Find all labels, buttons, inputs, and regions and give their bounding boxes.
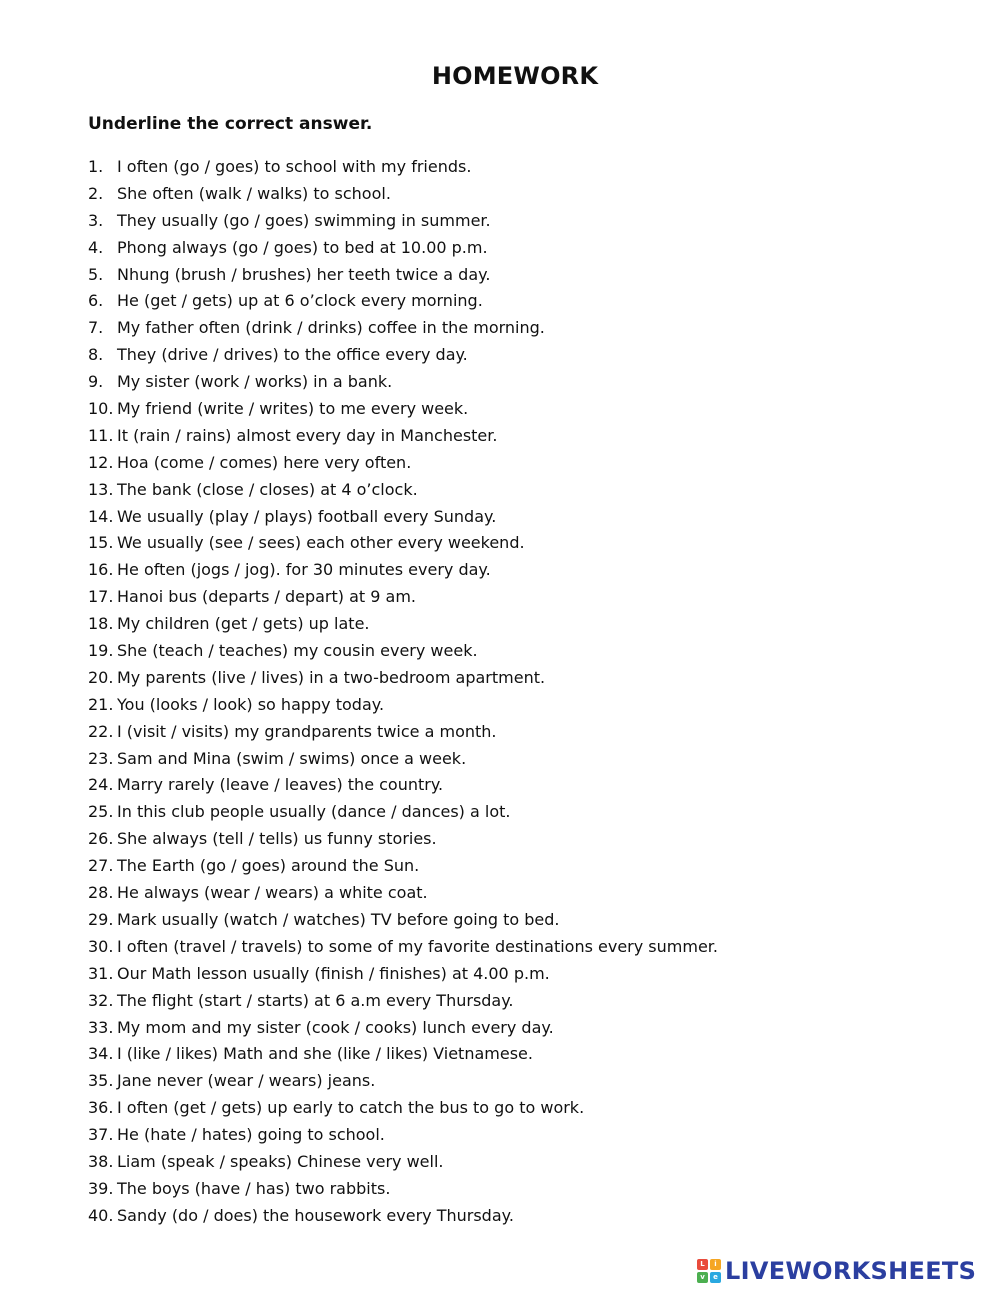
logo-block: i	[710, 1259, 721, 1270]
question-number: 5.	[88, 264, 104, 284]
logo-text: LIVEWORKSHEETS	[725, 1257, 977, 1285]
question-text[interactable]: Our Math lesson usually (finish / finishes) at 4.00 p.m.	[117, 963, 550, 983]
page-title: HOMEWORK	[431, 62, 599, 90]
question-item[interactable]	[88, 530, 718, 557]
question-item[interactable]	[88, 907, 718, 934]
question-text[interactable]: Mark usually (watch / watches) TV before going to bed.	[117, 909, 560, 929]
liveworksheets-logo[interactable]	[697, 1256, 976, 1286]
question-number: 18.	[88, 614, 114, 634]
question-number: 31.	[88, 963, 114, 983]
question-item[interactable]	[88, 450, 718, 477]
question-item[interactable]	[88, 772, 718, 799]
question-item[interactable]	[88, 1203, 718, 1230]
question-text[interactable]: Sam and Mina (swim / swims) once a week.	[117, 748, 467, 768]
question-item[interactable]	[88, 342, 718, 369]
question-number: 11.	[88, 425, 114, 445]
question-item[interactable]	[88, 1068, 718, 1095]
question-text[interactable]: My children (get / gets) up late.	[117, 614, 370, 634]
question-item[interactable]	[88, 181, 718, 208]
question-item[interactable]	[88, 1149, 718, 1176]
question-item[interactable]	[88, 423, 718, 450]
question-text[interactable]: She (teach / teaches) my cousin every week.	[117, 641, 478, 661]
question-number: 1.	[88, 157, 104, 176]
question-text[interactable]: Sandy (do / does) the housework every Thursday.	[117, 1205, 514, 1225]
question-text[interactable]: In this club people usually (dance / dances) a lot.	[117, 802, 511, 822]
question-list	[88, 154, 718, 1230]
question-number: 25.	[88, 802, 114, 822]
question-item[interactable]	[88, 369, 718, 396]
question-text[interactable]: My sister (work / works) in a bank.	[117, 372, 393, 392]
question-text[interactable]: Hoa (come / comes) here very often.	[117, 452, 412, 472]
question-text[interactable]: We usually (play / plays) football every Sunday.	[117, 506, 497, 526]
question-text[interactable]: The boys (have / has) two rabbits.	[117, 1178, 391, 1198]
question-item[interactable]	[88, 154, 718, 181]
question-text[interactable]: Nhung (brush / brushes) her teeth twice a day.	[117, 264, 491, 284]
question-item[interactable]	[88, 477, 718, 504]
question-item[interactable]	[88, 611, 718, 638]
question-number: 29.	[88, 909, 114, 929]
question-item[interactable]	[88, 1041, 718, 1068]
question-number: 35.	[88, 1071, 114, 1091]
question-number: 7.	[88, 318, 104, 338]
question-number: 10.	[88, 399, 114, 419]
question-text[interactable]: Phong always (go / goes) to bed at 10.00 p.m.	[117, 237, 488, 257]
logo-block: v	[697, 1272, 708, 1283]
question-number: 37.	[88, 1125, 114, 1145]
question-number: 2.	[88, 183, 104, 203]
question-number: 8.	[88, 345, 104, 365]
question-number: 33.	[88, 1017, 114, 1037]
question-number: 34.	[88, 1044, 114, 1064]
logo-blocks-icon	[697, 1259, 721, 1283]
question-item[interactable]	[88, 262, 718, 289]
question-number: 6.	[88, 291, 104, 311]
question-number: 28.	[88, 883, 114, 903]
question-item[interactable]	[88, 988, 718, 1015]
question-number: 23.	[88, 748, 114, 768]
question-number: 26.	[88, 829, 114, 849]
question-item[interactable]	[88, 315, 718, 342]
question-item[interactable]	[88, 799, 718, 826]
question-item[interactable]	[88, 961, 718, 988]
question-number: 27.	[88, 856, 114, 876]
question-text[interactable]: She always (tell / tells) us funny stories.	[117, 829, 437, 849]
question-text[interactable]: Liam (speak / speaks) Chinese very well.	[117, 1151, 444, 1171]
question-text[interactable]: You (looks / look) so happy today.	[117, 694, 385, 714]
question-text[interactable]: I often (travel / travels) to some of my favorite destinations every summer.	[117, 936, 718, 956]
question-text[interactable]: It (rain / rains) almost every day in Manchester.	[117, 425, 498, 445]
question-item[interactable]	[88, 208, 718, 235]
question-number: 38.	[88, 1151, 114, 1171]
question-item[interactable]	[88, 638, 718, 665]
question-text[interactable]: My friend (write / writes) to me every week.	[117, 399, 469, 419]
instruction-text: Underline the correct answer.	[88, 114, 373, 134]
question-item[interactable]	[88, 719, 718, 746]
question-item[interactable]	[88, 584, 718, 611]
question-item[interactable]	[88, 504, 718, 531]
question-text[interactable]: I (visit / visits) my grandparents twice a month.	[117, 721, 497, 741]
question-number: 30.	[88, 936, 114, 956]
question-text[interactable]: My mom and my sister (cook / cooks) lunch every day.	[117, 1017, 554, 1037]
question-item[interactable]	[88, 746, 718, 773]
question-number: 16.	[88, 560, 114, 580]
question-text[interactable]: I often (go / goes) to school with my friends.	[117, 157, 472, 176]
question-number: 22.	[88, 721, 114, 741]
logo-block: e	[710, 1272, 721, 1283]
question-number: 39.	[88, 1178, 114, 1198]
question-number: 21.	[88, 694, 114, 714]
question-item[interactable]	[88, 692, 718, 719]
question-text[interactable]: He (get / gets) up at 6 o’clock every morning.	[117, 291, 483, 311]
question-text[interactable]: He always (wear / wears) a white coat.	[117, 883, 428, 903]
question-text[interactable]: Jane never (wear / wears) jeans.	[117, 1071, 376, 1091]
question-number: 36.	[88, 1098, 114, 1118]
question-text[interactable]: The Earth (go / goes) around the Sun.	[117, 856, 420, 876]
question-item[interactable]	[88, 557, 718, 584]
question-item[interactable]	[88, 235, 718, 262]
question-text[interactable]: Marry rarely (leave / leaves) the country.	[117, 775, 444, 795]
question-number: 32.	[88, 990, 114, 1010]
question-item[interactable]	[88, 853, 718, 880]
question-item[interactable]	[88, 288, 718, 315]
question-text[interactable]: The flight (start / starts) at 6 a.m every Thursday.	[117, 990, 514, 1010]
question-item[interactable]	[88, 665, 718, 692]
question-item[interactable]	[88, 880, 718, 907]
question-text[interactable]: He often (jogs / jog). for 30 minutes every day.	[117, 560, 491, 580]
question-number: 3.	[88, 210, 104, 230]
question-number: 13.	[88, 479, 114, 499]
question-item[interactable]	[88, 1015, 718, 1042]
question-number: 15.	[88, 533, 114, 553]
question-number: 9.	[88, 372, 104, 392]
question-number: 40.	[88, 1205, 114, 1225]
question-item[interactable]	[88, 934, 718, 961]
question-text[interactable]: The bank (close / closes) at 4 o’clock.	[117, 479, 418, 499]
question-item[interactable]	[88, 1176, 718, 1203]
question-text[interactable]: She often (walk / walks) to school.	[117, 183, 391, 203]
question-number: 12.	[88, 452, 114, 472]
question-item[interactable]	[88, 396, 718, 423]
question-number: 24.	[88, 775, 114, 795]
question-text[interactable]: We usually (see / sees) each other every weekend.	[117, 533, 525, 553]
question-text[interactable]: My father often (drink / drinks) coffee in the morning.	[117, 318, 545, 338]
question-text[interactable]: My parents (live / lives) in a two-bedroom apartment.	[117, 667, 546, 687]
question-item[interactable]	[88, 826, 718, 853]
question-number: 17.	[88, 587, 114, 607]
question-text[interactable]: I often (get / gets) up early to catch the bus to go to work.	[117, 1098, 585, 1118]
question-number: 14.	[88, 506, 114, 526]
question-number: 4.	[88, 237, 104, 257]
question-text[interactable]: They (drive / drives) to the office every day.	[117, 345, 468, 365]
question-text[interactable]: Hanoi bus (departs / depart) at 9 am.	[117, 587, 417, 607]
question-number: 19.	[88, 641, 114, 661]
question-item[interactable]	[88, 1122, 718, 1149]
question-text[interactable]: I (like / likes) Math and she (like / likes) Vietnamese.	[117, 1044, 533, 1064]
logo-block: L	[697, 1259, 708, 1270]
question-item[interactable]	[88, 1095, 718, 1122]
question-number: 20.	[88, 667, 114, 687]
question-text[interactable]: They usually (go / goes) swimming in summer.	[117, 210, 491, 230]
question-text[interactable]: He (hate / hates) going to school.	[117, 1125, 385, 1145]
